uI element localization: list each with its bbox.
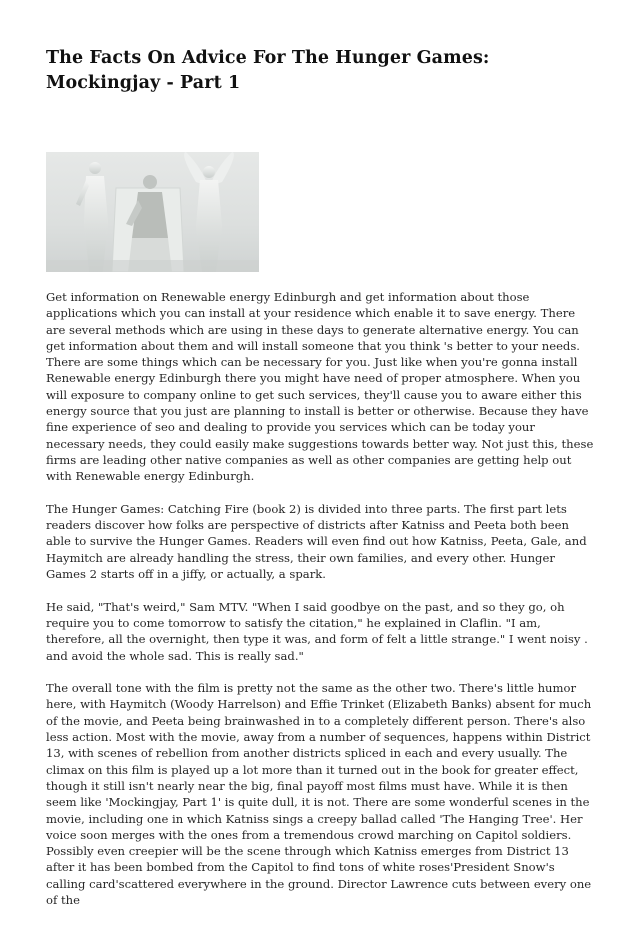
right-statue-figure	[184, 152, 234, 272]
paragraph: The overall tone with the film is pretty not the same as the other two. There's little humor here, with Haymitch (Woody Harrelson) and Effie Trinket (Elizabeth Banks) absent for much of the movie, and Peeta being brainwashed in to a completely different person. There's also less action. Most with the movie, away from a number of sequences, happens within District 13, with scenes of rebellion from another districts spliced in each and every usually. The climax on this film is played up a lot more than it turned out in the book for greater effect, though it still isn't nearly near the big, final payoff most films must have. While it is then seem like 'Mockingjay, Part 1' is quite dull, it is not. There are some wonderful scenes in the movie, including one in which Katniss sings a creepy ballad called 'The Hanging Tree'. Her voice soon merges with the ones from a tremendous crowd marching on Capitol soldiers. Possibly even creepier will be the scene through which Katniss emerges from District 13 after it has been bombed from the Capitol to find tons of white roses'President Snow's calling card'scattered everywhere in the ground. Director Lawrence cuts between every one of the	[46, 681, 592, 907]
statue-illustration	[46, 152, 259, 272]
white-statue-figures-image	[46, 152, 259, 272]
page-title: The Facts On Advice For The Hunger Games: Mockingjay - Part 1	[46, 48, 490, 93]
document-page	[46, 46, 594, 925]
article-body	[46, 289, 594, 908]
left-statue-figure	[76, 162, 108, 272]
paragraph: He said, "That's weird," Sam MTV. "When I said goodbye on the past, and so they go, oh require you to come tomorrow to satisfy the citation," he explained in Claflin. "I am, therefore, all the overnight, then type it was, and form of felt a little strange." I went noisy . and avoid the whole sad. This is really sad."	[46, 599, 588, 663]
paragraph: Get information on Renewable energy Edinburgh and get information about those applications which you can install at your residence which enable it to save energy. There are several methods which are using in these days to generate alternative energy. You can get information about them and will install someone that you think 's better to your needs. There are some things which can be necessary for you. Just like when you're gonna install Renewable energy Edinburgh there you might have need of proper atmosphere. When you will exposure to company online to get such services, they'll cause you to aware either this energy source that you just are planning to install is better or otherwise. Because they have fine experience of seo and dealing to provide you services which can be today your necessary needs, they could easily make suggestions towards better way. Not just this, these firms are leading other native companies as well as other companies are getting help out with Renewable energy Edinburgh.	[46, 290, 594, 484]
center-throne-figure	[112, 175, 184, 272]
paragraph: The Hunger Games: Catching Fire (book 2) is divided into three parts. The first part lets readers discover how folks are perspective of districts after Katniss and Peeta both been able to survive the Hunger Games. Readers will even find out how Katniss, Peeta, Gale, and Haymitch are already handling the stress, their own families, and every other. Hunger Games 2 starts off in a jiffy, or actually, a spark.	[46, 501, 587, 582]
